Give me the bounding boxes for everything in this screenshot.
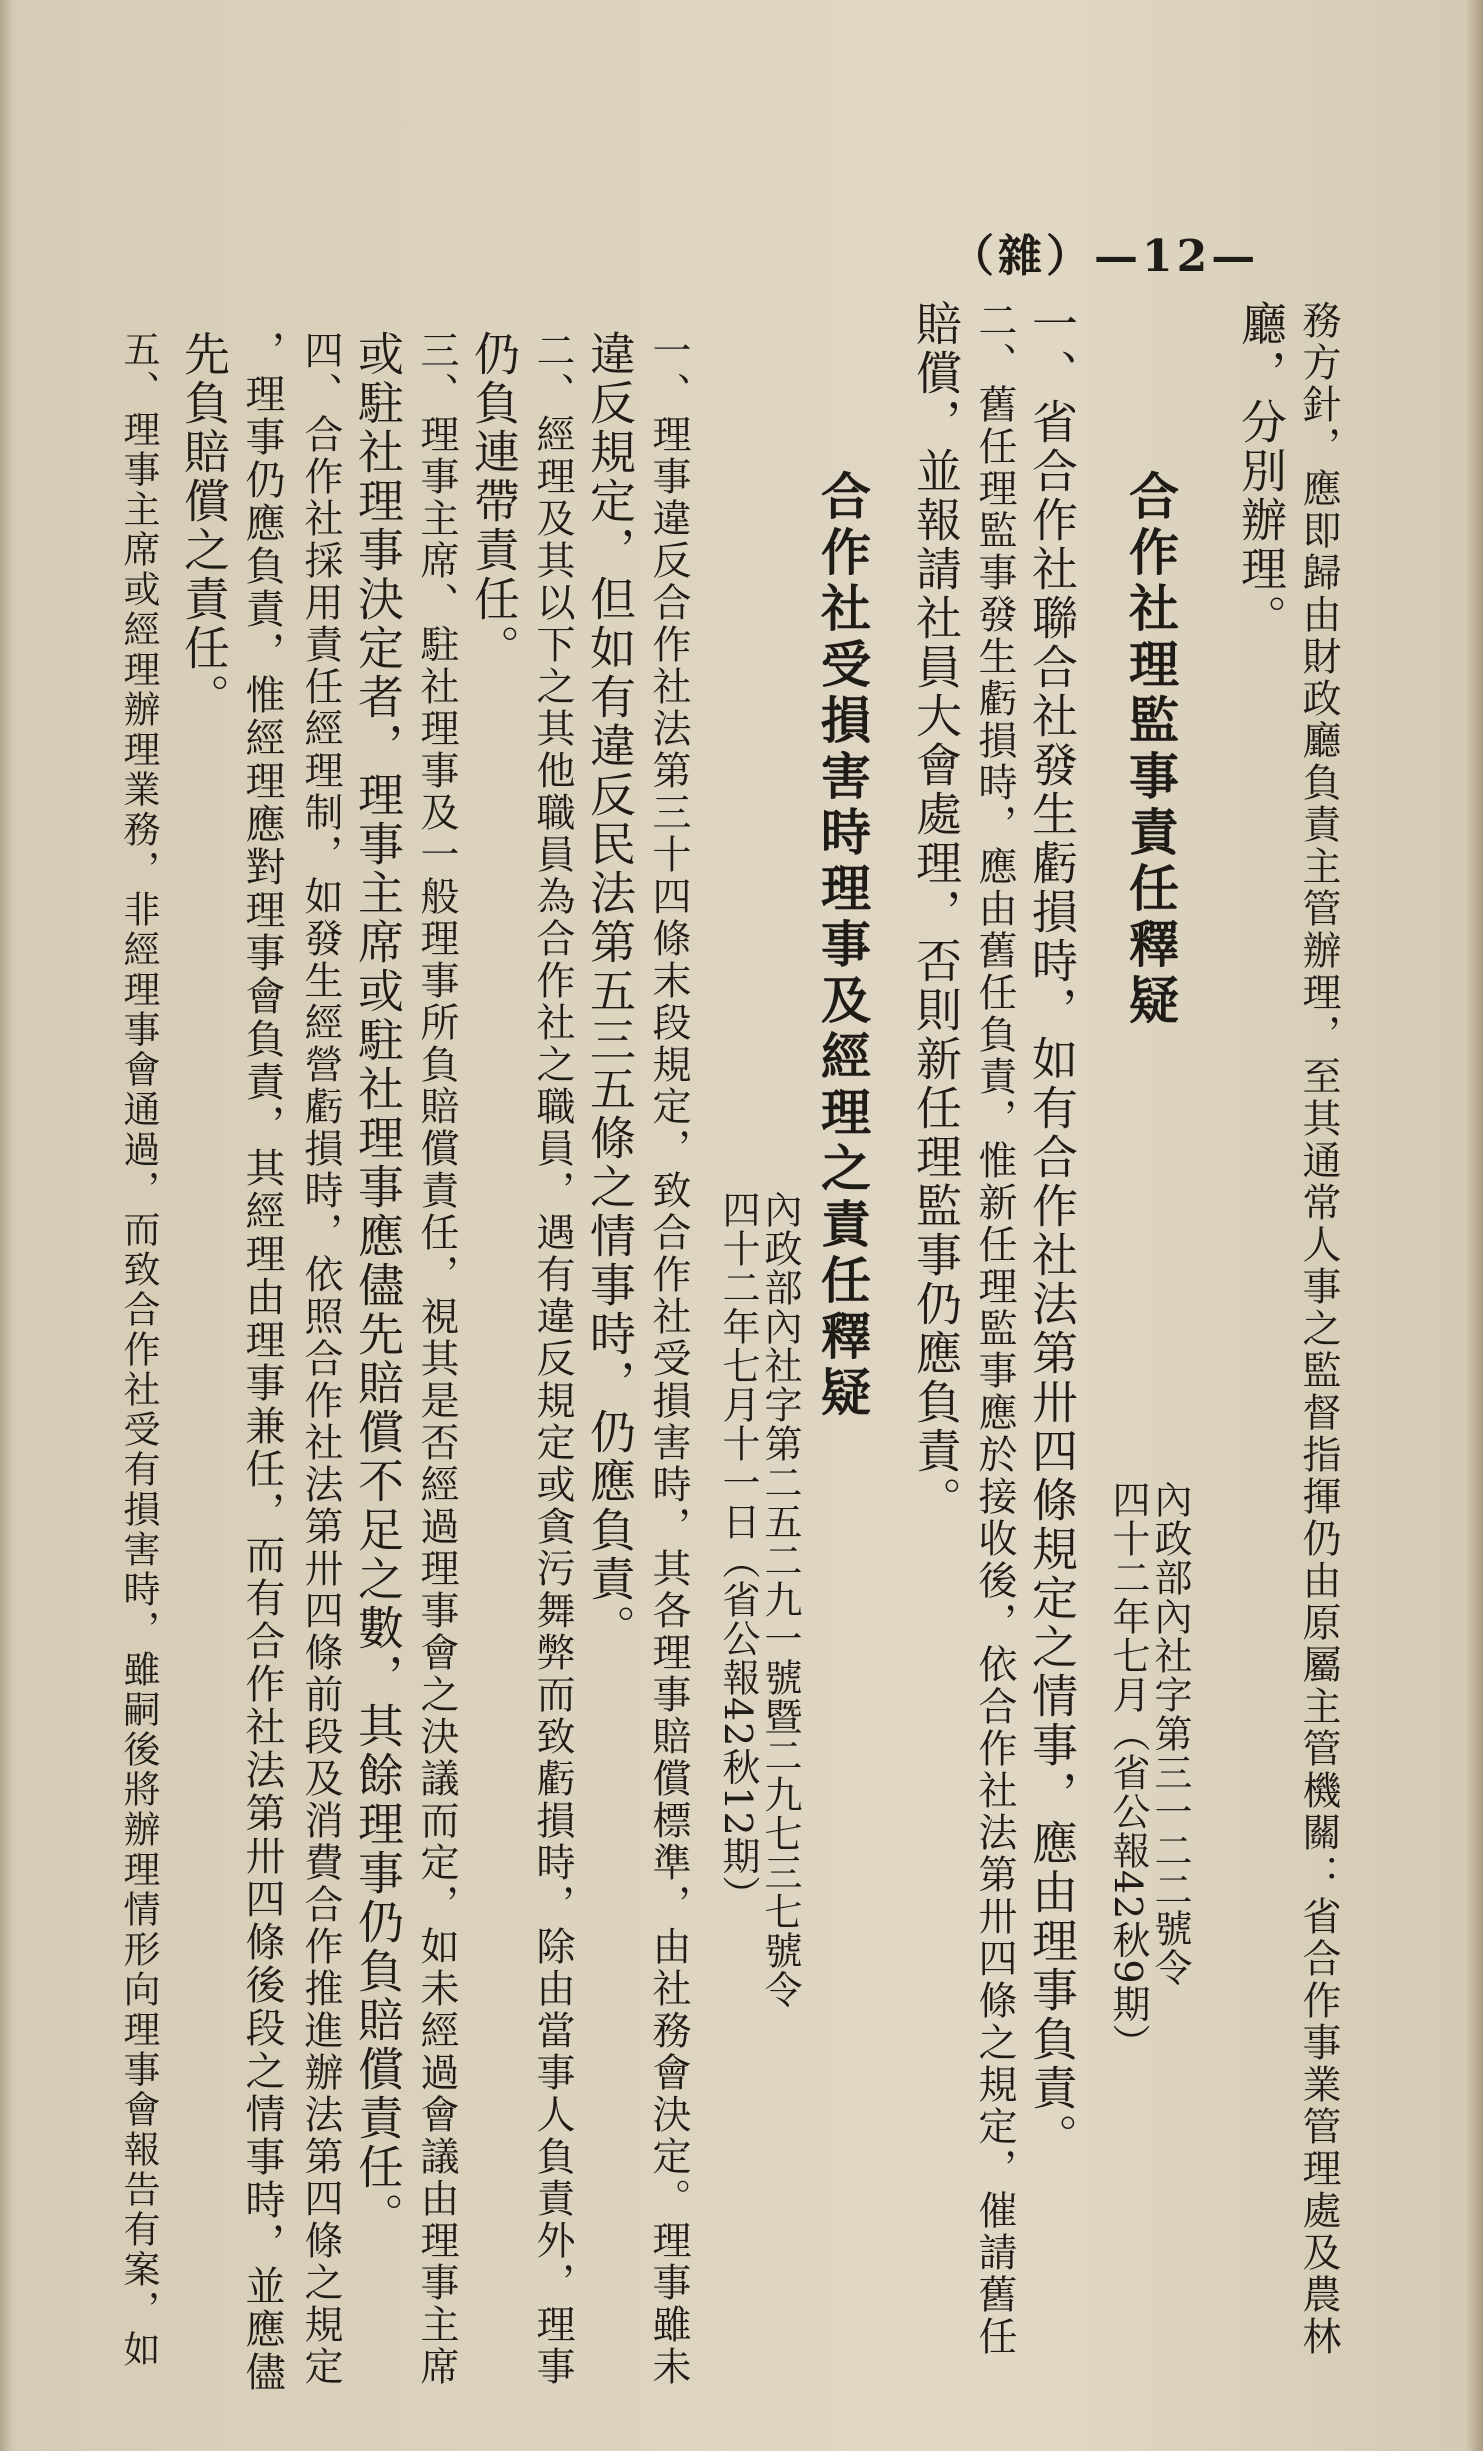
section1-title: 合作社理監事責任釋疑 xyxy=(1121,470,1180,1030)
page-header: （雜）—12— xyxy=(950,231,1260,282)
scan-shadow-left xyxy=(0,0,14,2451)
section1-paragraph-2-cont: 賠償，並報請社員大會處理，否則新任理監事仍應負責。 xyxy=(909,300,963,1525)
section2-ref-line-1: 內政部內社字第二五二九一號暨二九七三七號令 xyxy=(758,1190,802,2009)
section1-ref-line-2: 四十二年七月（省公報42秋9期） xyxy=(1106,1480,1150,2063)
section2-ref-line-2: 四十二年七月十一日（省公報42秋12期） xyxy=(716,1190,760,1915)
section2-paragraph-3-cont: 或駐社理事決定者，理事主席或駐社理事應儘先賠償不足之數，其餘理事仍負賠償責任。 xyxy=(351,330,405,2241)
section2-paragraph-1-cont: 違反規定，但如有違反民法第五三五條之情事時，仍應負責。 xyxy=(583,330,637,1653)
section2-paragraph-5: 五、理事主席或經理辦理業務，非經理事會通過，而致合作社受有損害時，雖嗣後將辦理情形向理事會報告有案，如 xyxy=(117,330,160,2370)
section2-paragraph-2-cont: 仍負連帶責任。 xyxy=(467,330,521,673)
section2-paragraph-1: 一、理事違反合作社法第三十四條末段規定，致合作社受損害時，其各理事賠償標準，由社務會決定。理事雖未 xyxy=(646,330,691,2388)
carryover-line-1: 務方針，應即歸由財政廳負責主管辦理，至其通常人事之監督指揮仍由原屬主管機關：省合作事業管理處及農林 xyxy=(1296,300,1341,2358)
section2-paragraph-2: 二、經理及其以下之其他職員為合作社之職員，遇有違反規定或貪污舞弊而致虧損時，除由當事人負責外，理事 xyxy=(530,330,575,2388)
section1-ref-line-1: 內政部內社字第三一二二號令 xyxy=(1148,1480,1192,1987)
section2-paragraph-4: 四、合作社採用責任經理制，如發生經營虧損時，依照合作社法第卅四條前段及消費合作推進辦法第四條之規定 xyxy=(298,330,343,2388)
carryover-line-2: 廳，分別辦理。 xyxy=(1234,300,1288,643)
section1-paragraph-1: 一、省合作社聯合社發生虧損時，如有合作社法第卅四條規定之情事，應由理事負責。 xyxy=(1025,300,1079,2162)
section2-title: 合作社受損害時理事及經理之責任釋疑 xyxy=(813,470,872,1422)
section2-paragraph-4-end: 先負賠償之責任。 xyxy=(177,330,231,722)
section2-paragraph-3: 三、理事主席、駐社理事及一般理事所負賠償責任，視其是否經過理事會之決議而定，如未經過會議由理事主席 xyxy=(414,330,459,2388)
section1-paragraph-2: 二、舊任理監事發生虧損時，應由舊任負責，惟新任理監事應於接收後，依合作社法第卅四條之規定，催請舊任 xyxy=(972,300,1017,2358)
section2-paragraph-4-cont: ，理事仍應負責，惟經理應對理事會負責，其經理由理事兼任，而有合作社法第卅四條後段之情事時，並應儘 xyxy=(239,330,285,2394)
scan-shadow-right xyxy=(1465,0,1483,2451)
